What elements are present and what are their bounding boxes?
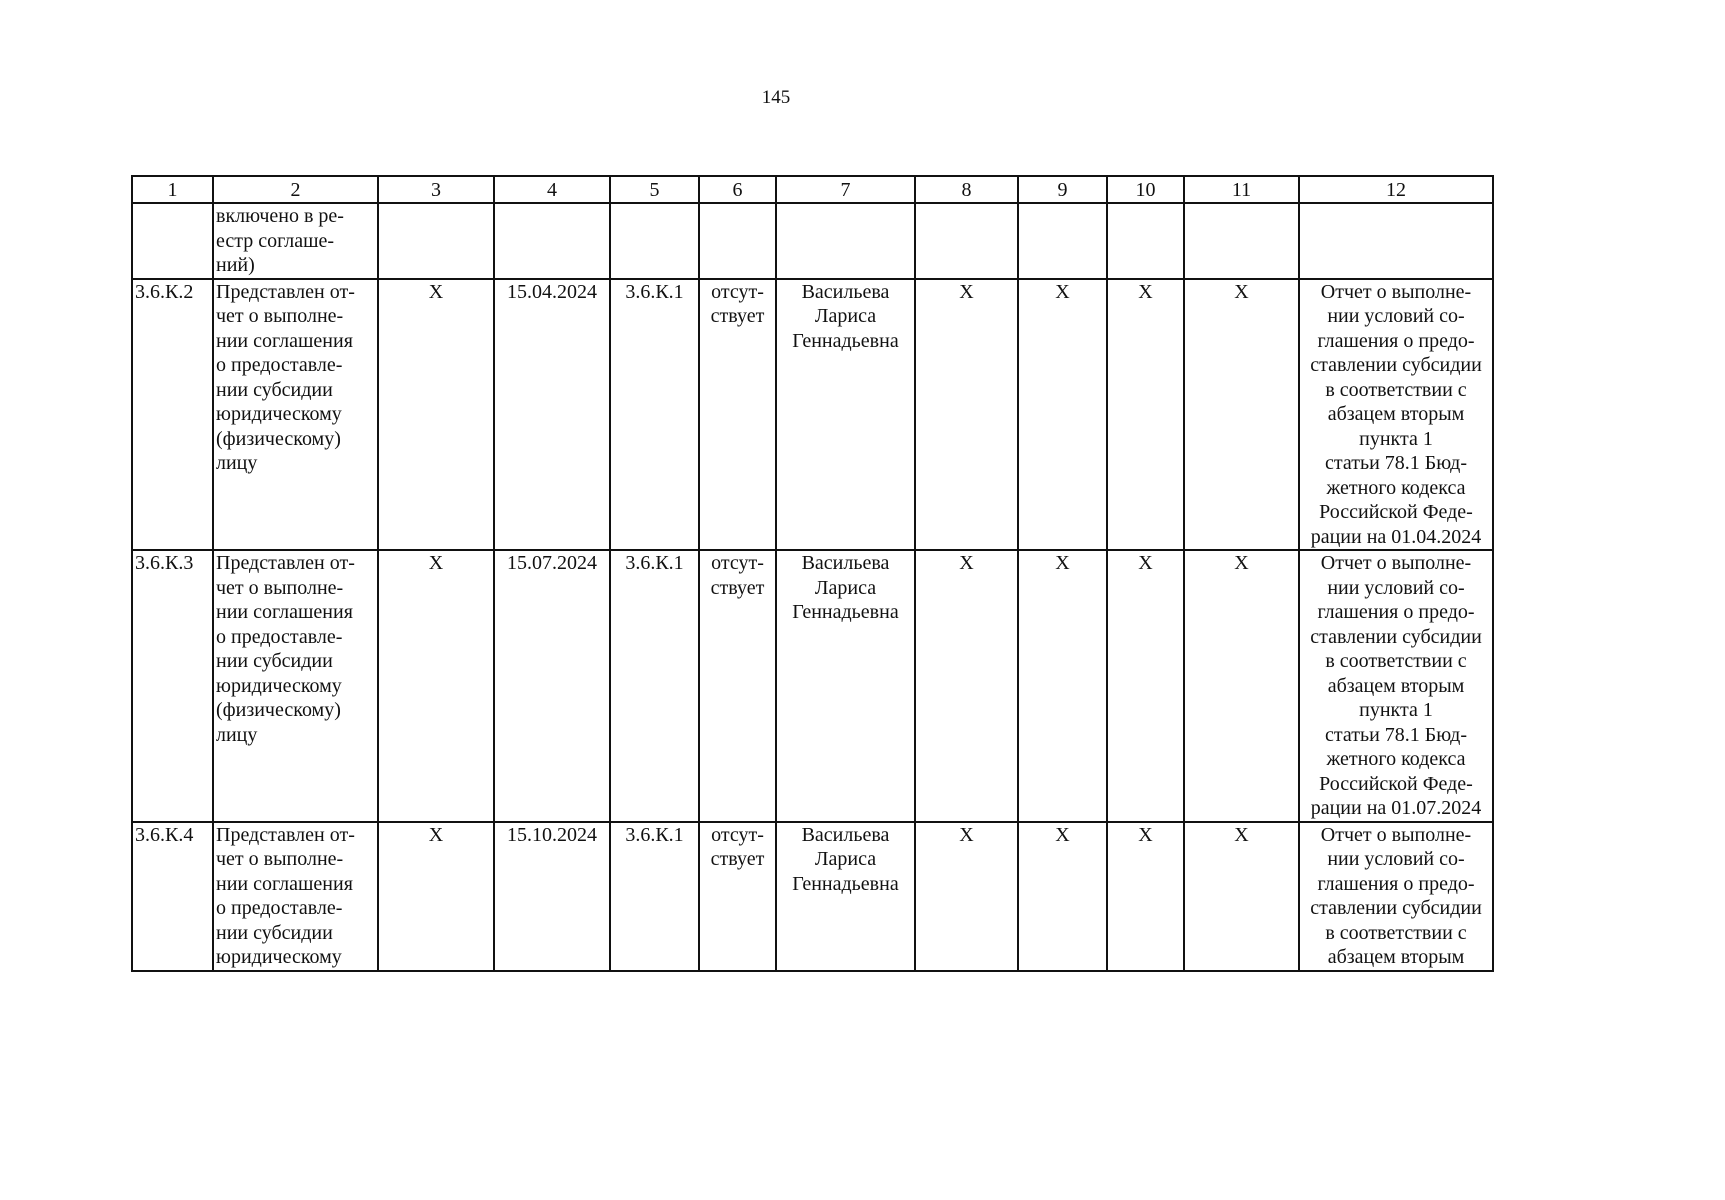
table-row <box>132 550 1493 822</box>
column-header: 2 <box>213 176 378 203</box>
table-cell: X <box>1107 279 1184 551</box>
table-cell: X <box>915 550 1018 822</box>
row-code-cell: 3.6.К.2 <box>132 279 213 551</box>
table-cell: X <box>1018 279 1107 551</box>
column-header: 11 <box>1184 176 1299 203</box>
document-description-cell: Отчет о выполне- нии условий со- глашения о предо- ставлении субсидии в соответствии с абзацем вторым пункта 1 статьи 78.1 Бюд- жетного кодекса Российской Феде- рации на 01.04.2024 <box>1299 279 1493 551</box>
table-cell <box>378 203 494 279</box>
table-cell: X <box>1018 822 1107 971</box>
table-cell: X <box>915 822 1018 971</box>
column-header: 4 <box>494 176 610 203</box>
event-description-cell: Представлен от- чет о выполне- нии соглашения о предоставле- нии субсидии юридическому (физическому) лицу <box>213 279 378 551</box>
table-cell: отсут- ствует <box>699 279 776 551</box>
document-description-cell: Отчет о выполне- нии условий со- глашения о предо- ставлении субсидии в соответствии с абзацем вторым пункта 1 статьи 78.1 Бюд- жетного кодекса Российской Феде- рации на 01.07.2024 <box>1299 550 1493 822</box>
predecessor-cell: 3.6.К.1 <box>610 550 699 822</box>
row-code-cell: 3.6.К.4 <box>132 822 213 971</box>
predecessor-cell: 3.6.К.1 <box>610 822 699 971</box>
row-code-cell: 3.6.К.3 <box>132 550 213 822</box>
column-header: 8 <box>915 176 1018 203</box>
table-cell: X <box>378 550 494 822</box>
event-description-cell: включено в ре- естр соглаше- ний) <box>213 203 378 279</box>
table-cell <box>1184 203 1299 279</box>
table-row <box>132 822 1493 971</box>
table-header-row <box>132 176 1493 203</box>
responsible-person-cell: Васильева Лариса Геннадьевна <box>776 822 915 971</box>
predecessor-cell: 3.6.К.1 <box>610 279 699 551</box>
page-number: 145 <box>761 87 791 108</box>
column-header: 9 <box>1018 176 1107 203</box>
predecessor-cell <box>610 203 699 279</box>
event-description-cell: Представлен от- чет о выполне- нии соглашения о предоставле- нии субсидии юридическому <box>213 822 378 971</box>
column-header: 6 <box>699 176 776 203</box>
control-points-table <box>131 175 1494 972</box>
date-cell: 15.04.2024 <box>494 279 610 551</box>
table-cell: X <box>1184 279 1299 551</box>
date-cell: 15.07.2024 <box>494 550 610 822</box>
table-cell <box>1018 203 1107 279</box>
table-cell: отсут- ствует <box>699 822 776 971</box>
table-cell: X <box>1107 822 1184 971</box>
responsible-person-cell: Васильева Лариса Геннадьевна <box>776 550 915 822</box>
column-header: 10 <box>1107 176 1184 203</box>
column-header: 12 <box>1299 176 1493 203</box>
document-description-cell <box>1299 203 1493 279</box>
column-header: 7 <box>776 176 915 203</box>
column-header: 3 <box>378 176 494 203</box>
table-cell: X <box>1184 550 1299 822</box>
column-header: 1 <box>132 176 213 203</box>
table-row <box>132 279 1493 551</box>
row-code-cell <box>132 203 213 279</box>
responsible-person-cell: Васильева Лариса Геннадьевна <box>776 279 915 551</box>
table-cell: X <box>1107 550 1184 822</box>
table-cell: X <box>1018 550 1107 822</box>
table-cell <box>1107 203 1184 279</box>
table-cell: X <box>378 279 494 551</box>
table-cell: X <box>915 279 1018 551</box>
date-cell: 15.10.2024 <box>494 822 610 971</box>
table-cell: отсут- ствует <box>699 550 776 822</box>
table-cell <box>915 203 1018 279</box>
responsible-person-cell <box>776 203 915 279</box>
table-row <box>132 203 1493 279</box>
table-cell: X <box>1184 822 1299 971</box>
date-cell <box>494 203 610 279</box>
event-description-cell: Представлен от- чет о выполне- нии соглашения о предоставле- нии субсидии юридическому (физическому) лицу <box>213 550 378 822</box>
document-description-cell: Отчет о выполне- нии условий со- глашения о предо- ставлении субсидии в соответствии с абзацем вторым <box>1299 822 1493 971</box>
column-header: 5 <box>610 176 699 203</box>
table-cell: X <box>378 822 494 971</box>
table-cell <box>699 203 776 279</box>
